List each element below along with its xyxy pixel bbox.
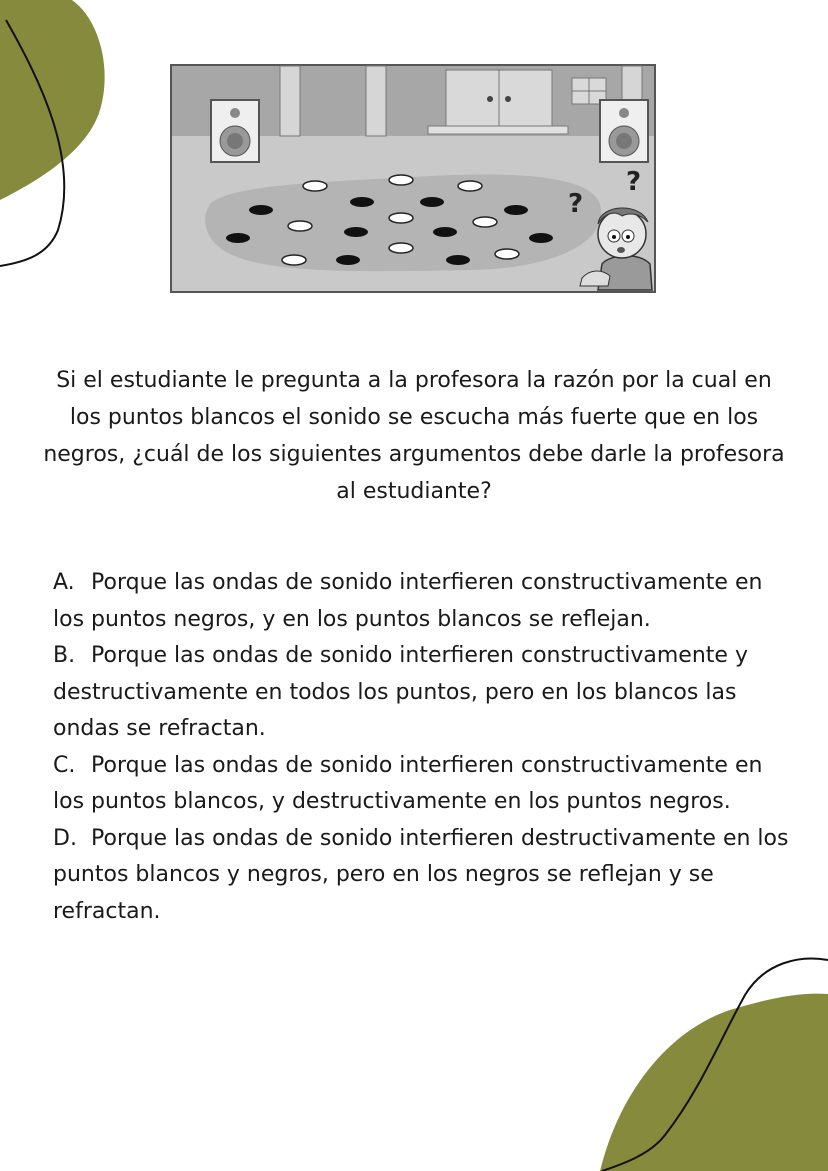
option-d[interactable] (53, 821, 793, 931)
answer-options (53, 565, 793, 930)
option-text: Porque las ondas de sonido interfieren constructivamente en los puntos negros, y en los puntos blancos se reflejan. (53, 570, 763, 632)
option-a[interactable] (53, 565, 793, 638)
option-letter: C. (53, 752, 76, 778)
option-letter: A. (53, 570, 75, 595)
decorative-blob-top-left (0, 0, 140, 280)
room-illustration (170, 64, 656, 293)
question-mark-2: ? (626, 167, 642, 197)
option-b[interactable] (53, 638, 793, 748)
option-text: Porque las ondas de sonido interfieren destructivamente en los puntos blancos y negros, pero en los negros se reflejan y se refractan. (53, 825, 789, 924)
decorative-blob-bottom-right (560, 950, 828, 1171)
option-letter: B. (53, 643, 76, 668)
option-letter: D. (53, 825, 77, 851)
speaker-right (600, 100, 648, 162)
question-mark-1: ? (568, 189, 584, 219)
option-text: Porque las ondas de sonido interfieren constructivamente y destructivamente en todos los puntos, pero en los blancos las ondas se refractan. (53, 643, 748, 741)
speaker-left (211, 100, 259, 162)
option-c[interactable] (53, 748, 793, 821)
question-text: Si el estudiante le pregunta a la profesora la razón por la cual en los puntos blancos el sonido se escucha más fuerte que en los negros, ¿cuál de los siguientes argumentos debe darle la profesora al estudiante? (43, 368, 785, 504)
option-text: Porque las ondas de sonido interfieren constructivamente en los puntos blancos, y destructivamente en los puntos negros. (53, 752, 763, 814)
